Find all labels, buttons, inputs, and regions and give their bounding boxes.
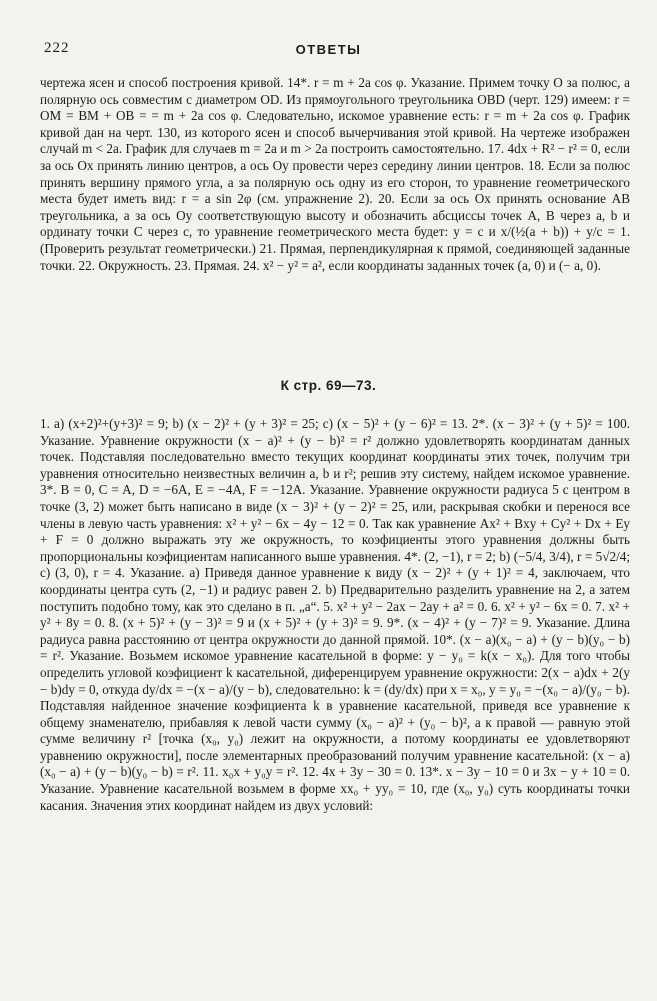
answers-text-top bbox=[40, 75, 630, 274]
paragraph: 1. a) (x+2)²+(y+3)² = 9; b) (x − 2)² + (y + 3)² = 25; c) (x − 5)² + (y − 6)² = 13. 2*. (x − 3)² + (y + 5)² = 100. Указание. Уравнение окружности (x − a)² + (y − b)² = r² должно удовлетворять координатам данных точек. Подставляя последовательно вместо текущих координат координаты этих точек, получим три уравнения относительно неизвестных величин a, b и r²; решив эту систему, найдем искомое уравнение. 3*. B = 0, C = A, D = −6A, E = −4A, F = −12A. Указание. Уравнение окружности радиуса 5 с центром в точке (3, 2) может быть написано в виде (x − 3)² + (y − 2)² = 25, или, раскрывая скобки и перенося все члены в левую часть уравнения: x² + y² − 6x − 4y − 12 = 0. Так как уравнение Ax² + Bxy + Cy² + Dx + Ey + F = 0 должно выражать эту же окружность, то коэфициенты этого уравнения должны быть пропорциональны коэфициентам написанного выше уравнения. 4*. (2, −1), r = 2; b) (−5/4, 3/4), r = 5√2/4; c) (3, 0), r = 4. Указание. a) Приведя данное уравнение к виду (x − 2)² + (y + 1)² = 4, заключаем, что координаты центра суть (2, −1) и радиус равен 2. b) Предварительно разделить уравнение на 2, а затем поступить подобно тому, как это сделано в п. „a“. 5. x² + y² − 2ax − 2ay + a² = 0. 6. x² + y² − 6x = 0. 7. x² + y² + 8y = 0. 8. (x + 5)² + (y − 3)² = 9 и (x + 5)² + (y + 3)² = 9. 9*. (x − 4)² + (y − 7)² = 9. Указание. Длина радиуса равна расстоянию от центра окружности до данной прямой. 10*. (x − a)(x₀ − a) + (y − b)(y₀ − b) = r². Указание. Возьмем искомое уравнение касательной в форме: y − y₀ = k(x − x₀). Для того чтобы определить угловой коэфициент k касательной, диференцируем уравнение окружности: 2(x − a)dx + 2(y − b)dy = 0, откуда dy/dx = −(x − a)/(y − b), следовательно: k = (dy/dx) при x = x₀, y = y₀ = −(x₀ − a)/(y₀ − b). Подставляя найденное значение коэфициента k в уравнение касательной, приведя все уравнение к общему знаменателю, прибавляя к левой части сумму (x₀ − a)² + (y₀ − b)², а к правой — равную этой сумме величину r² [точка (x₀, y₀) лежит на окружности, а потому координаты ее удовлетворяют уравнению окружности], после элементарных преобразований получим уравнение касательной: (x − a)(x₀ − a) + (y − b)(y₀ − b) = r². 11. x₀x + y₀y = r². 12. 4x + 3y − 30 = 0. 13*. x − 3y − 10 = 0 и 3x − y + 10 = 0. Указание. Уравнение касательной возьмем в форме xx₀ + yy₀ = 10, где (x₀, y₀) суть координаты точки касания. Значения этих координат найдем из двух условий: bbox=[40, 416, 630, 813]
section-heading: К стр. 69—73. bbox=[280, 378, 377, 393]
page-number: 222 bbox=[44, 40, 70, 56]
running-head: ОТВЕТЫ bbox=[295, 42, 362, 57]
answers-text-bottom bbox=[40, 416, 630, 814]
paragraph: чертежа ясен и способ построения кривой. 14*. r = m + 2a cos φ. Указание. Примем точку O за полюс, а полярную ось совместим с диаметром OD. Из прямоугольного треугольника OBD (черт. 129) имеем: r = OM = BM + OB = = m + 2a cos φ. Следовательно, искомое уравнение есть: r = m + 2a cos φ. График кривой дан на черт. 130, из которого ясен и способ вычерчивания этой кривой. На чертеже изображен случай m < 2a. График для случаев m = 2a и m > 2a построить самостоятельно. 17. 4dx + R² − r² = 0, если за ось Ox принять линию центров, а ось Oy провести через середину линии центров. 18. Если за полюс принять вершину прямого угла, а за полярную ось одну из его сторон, то уравнение геометрического места будет иметь вид: r = a sin 2φ (см. упражнение 2). 20. Если за ось Ox принять основание AB треугольника, а за ось Oy соответствующую высоту и обозначить абсциссы точек A, B через a, b и ординату точки C через c, то уравнение геометрического места будет: y = c и x/(½(a + b)) + y/c = 1. (Проверить результат геометрически.) 21. Прямая, перпендикулярная к прямой, соединяющей заданные точки. 22. Окружность. 23. Прямая. 24. x² − y² = a², если координаты заданных точек (a, 0) и (− a, 0). bbox=[40, 75, 630, 273]
